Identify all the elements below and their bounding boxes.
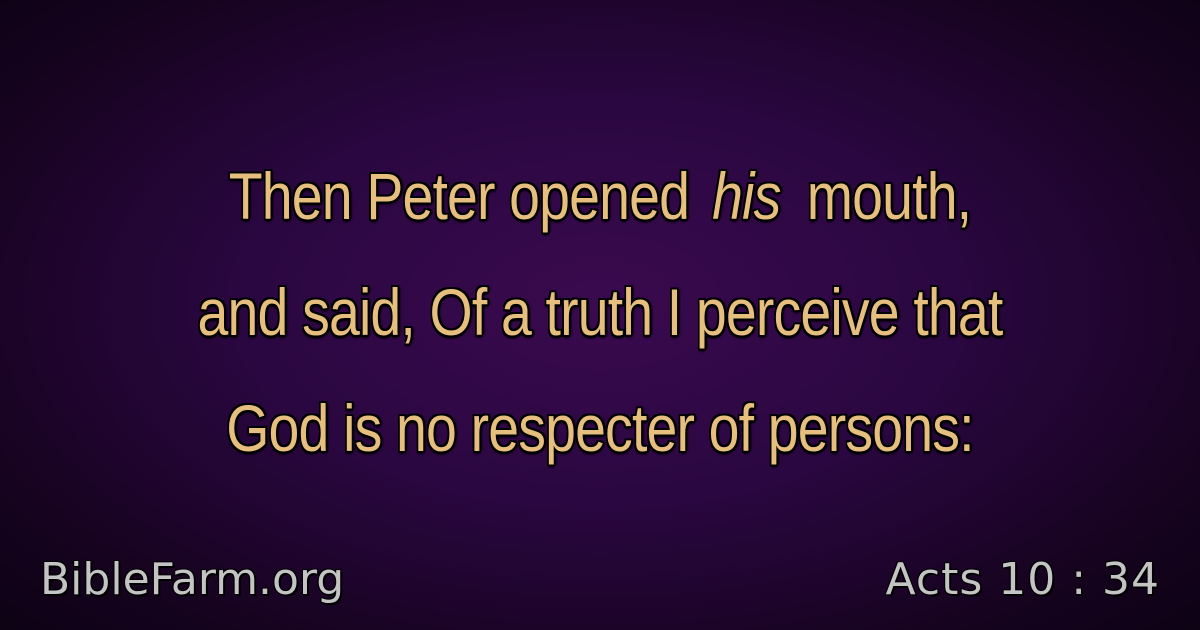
verse-italic-word: his (712, 159, 781, 233)
verse-line-3: God is no respecter of persons: (226, 391, 974, 465)
verse-text (96, 138, 1104, 486)
verse-line-1 (96, 138, 1104, 254)
verse-reference: Acts 10 : 34 (885, 554, 1160, 605)
site-name: BibleFarm.org (40, 554, 345, 605)
verse-line-1-start: Then Peter opened (228, 159, 690, 233)
verse-line-1-end: mouth, (806, 159, 972, 233)
verse-line-2: and said, Of a truth I perceive that (197, 275, 1003, 349)
